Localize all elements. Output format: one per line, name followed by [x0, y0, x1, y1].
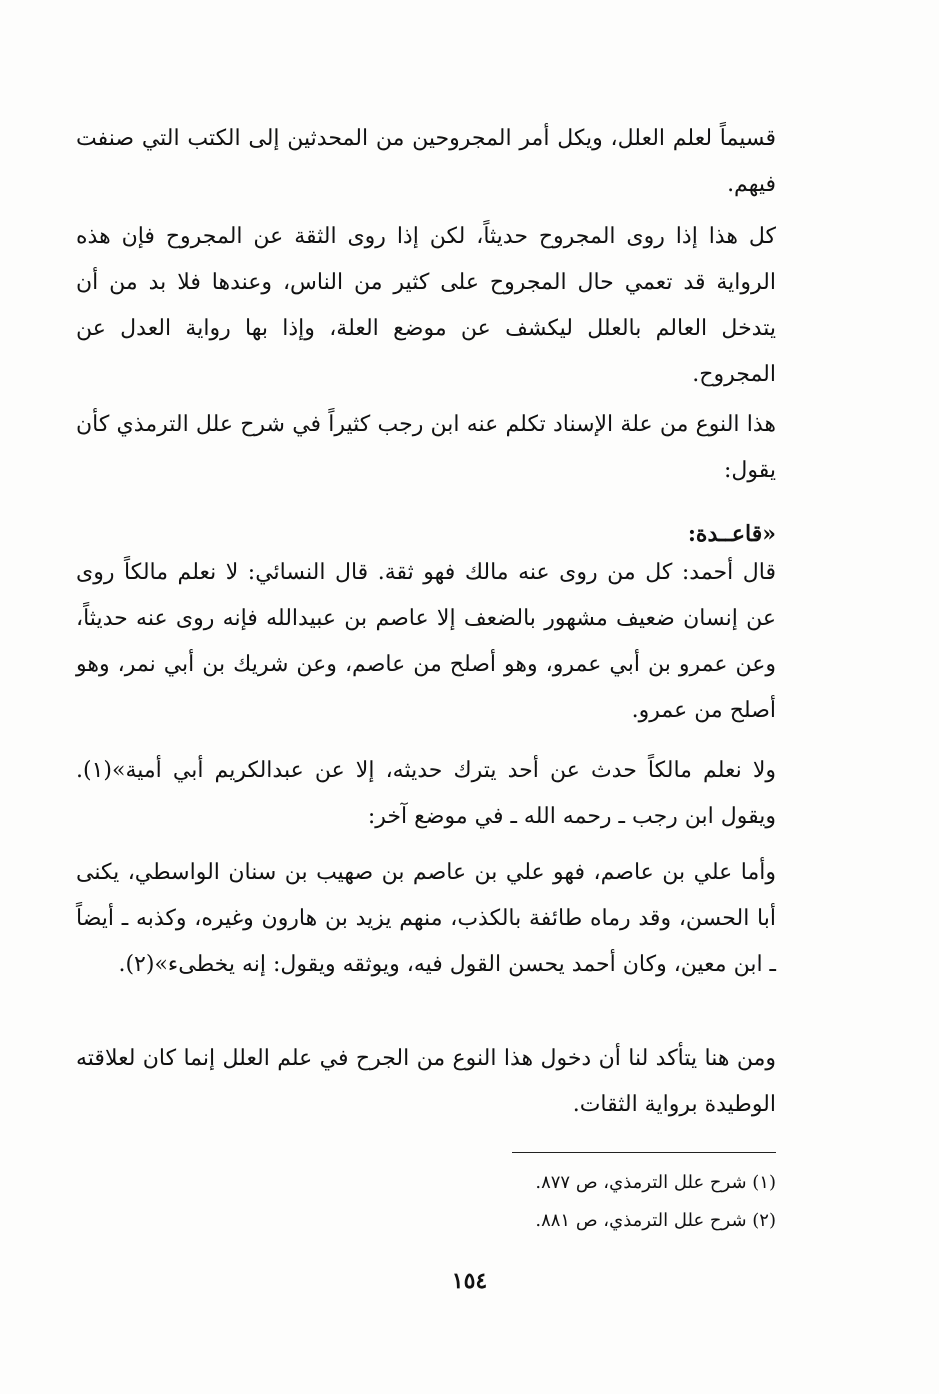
paragraph-ahmad-quote: قال أحمد: كل من روى عنه مالك فهو ثقة. قال النسائي: لا نعلم مالكاً روى عن إنسان ضعيف مشهور بالضعف إلا عاصم بن عبيدالله فإنه روى عنه حديثاً، وعن عمرو بن أبي عمرو، وهو أصلح من عاصم، وعن شريك بن أبي نمر، وهو أصلح من عمرو.	[76, 560, 776, 723]
paragraph-conclusion: ومن هنا يتأكد لنا أن دخول هذا النوع من الجرح في علم العلل إنما كان لعلاقته الوطيدة برواية الثقات.	[76, 1046, 776, 1117]
paragraph-ibn-rajab-intro: هذا النوع من علة الإسناد تكلم عنه ابن رجب كثيراً في شرح علل الترمذي كأن يقول:	[76, 412, 776, 483]
paragraph-malik-quote: ولا نعلم مالكاً حدث عن أحد يترك حديثه، إلا عن عبدالكريم أبي أمية»(١). ويقول ابن رجب ـ رحمه الله ـ في موضع آخر:	[76, 758, 776, 829]
footnote-separator	[512, 1152, 776, 1153]
paragraph-continuation: قسيماً لعلم العلل، ويكل أمر المجروحين من المحدثين إلى الكتب التي صنفت فيهم.	[76, 126, 776, 197]
paragraph-ali-bin-asim: وأما علي بن عاصم، فهو علي بن عاصم بن صهيب بن سنان الواسطي، يكنى أبا الحسن، وقد رماه طائفة بالكذب، منهم يزيد بن هارون وغيره، وكذبه ـ أيضاً ـ ابن معين، وكان أحمد يحسن القول فيه، ويوثقه ويقول: إنه يخطىء»(٢).	[76, 860, 776, 977]
paragraph-trustworthy-narrator: كل هذا إذا روى المجروح حديثاً، لكن إذا روى الثقة عن المجروح فإن هذه الرواية قد تعمي حال المجروح على كثير من الناس، وعندها فلا بد من أن يتدخل العالم بالعلل ليكشف عن موضع العلة، وإذا بها رواية العدل عن المجروح.	[76, 224, 776, 387]
page-number: ١٥٤	[451, 1268, 488, 1294]
footnote-2: (٢) شرح علل الترمذي، ص ٨٨١.	[535, 1210, 776, 1231]
rule-heading: «قاعــدة:	[687, 521, 776, 547]
footnote-1: (١) شرح علل الترمذي، ص ٨٧٧.	[535, 1172, 776, 1193]
